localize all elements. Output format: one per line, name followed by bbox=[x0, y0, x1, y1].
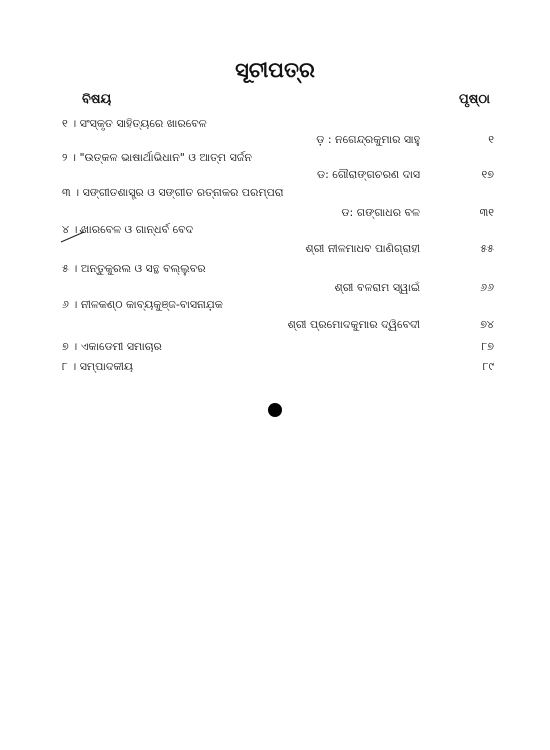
entry-1-title bbox=[62, 117, 207, 131]
entry-5-title bbox=[62, 262, 206, 276]
entry-number: ୮ । bbox=[62, 360, 77, 373]
entry-number: ୩ । bbox=[62, 186, 80, 199]
entry-title: ସମ୍ପାଦକୀୟ bbox=[79, 360, 134, 373]
page-header: ପୃଷ୍ଠା bbox=[459, 92, 490, 107]
entry-2-title bbox=[62, 151, 252, 165]
entry-title: ଏକାଡେମୀ ସମାଚାର bbox=[80, 340, 162, 353]
entry-5-page: ୬୬ bbox=[480, 281, 494, 294]
page-title: ସୂଚୀପତ୍ର bbox=[235, 58, 315, 82]
entry-4-title bbox=[62, 223, 193, 237]
entry-number: ୫ । bbox=[62, 262, 78, 275]
entry-number: ୬ । bbox=[62, 298, 78, 311]
entry-6-author: ଶ୍ରୀ ପ୍ରମୋଦକୁମାର ଦ୍ୱିବେଦୀ bbox=[287, 318, 420, 331]
entry-number: ୧ । bbox=[62, 117, 77, 130]
entry-1-page: ୧ bbox=[488, 133, 494, 146]
entry-2-page: ୧୭ bbox=[481, 168, 494, 181]
entry-title: ନୀଳକଣ୍ଠ କାବ୍ୟକୁଞ୍ଜ-ବାସନାଯ଼କ bbox=[80, 298, 223, 311]
entry-7-title bbox=[62, 340, 162, 354]
entry-number: ୭ । bbox=[62, 340, 78, 353]
subject-header: ବିଷୟ bbox=[82, 92, 112, 107]
bullet-dot-icon bbox=[268, 403, 282, 417]
entry-title: "ଉତ୍କଳ ଭାଷାର୍ଥାଭିଧାନ" ଓ ଆତ୍ମ ସର୍ଜନ bbox=[79, 151, 252, 164]
entry-title: ସଂସ୍କୃତ ସାହିତ୍ୟରେ ଖାରବେଳ bbox=[79, 117, 207, 130]
entry-6-page: ୭୪ bbox=[480, 318, 494, 331]
entry-title: ଖାରବେଳ ଓ ଗାନ୍ଧର୍ବ ବେଦ bbox=[81, 223, 194, 236]
entry-5-author: ଶ୍ରୀ ବଳରାମ ସ୍ୱାଇଁ bbox=[334, 281, 420, 294]
entry-4-page: ୫୫ bbox=[480, 242, 494, 255]
entry-6-title bbox=[62, 298, 223, 312]
entry-7-page: ୮୭ bbox=[481, 340, 494, 353]
entry-title: ଅନ୍ତୁକୁରଲ ଓ ସନ୍ଥ ବଲ୍ଲୁବର bbox=[80, 262, 206, 275]
entry-number: ୨ । bbox=[62, 151, 76, 164]
entry-3-title bbox=[62, 186, 284, 200]
entry-8-title bbox=[62, 360, 133, 374]
entry-8-page: ୮୯ bbox=[482, 360, 494, 373]
entry-4-author: ଶ୍ରୀ ନୀଳମାଧବ ପାଣିଗ୍ରାହୀ bbox=[305, 242, 420, 255]
entry-title: ସଙ୍ଗୀତଶାସ୍ତ୍ର ଓ ସଙ୍ଗୀତ ରତ୍ନାକର ପରମ୍ପରା bbox=[82, 186, 284, 199]
entry-number: ୪ । bbox=[62, 223, 78, 236]
entry-3-author: ଡ: ଗଙ୍ଗାଧର ବଳ bbox=[341, 206, 420, 219]
entry-2-author: ଡ: ଗୌରାଙ୍ଗଚରଣ ଦାସ bbox=[316, 168, 420, 181]
entry-1-author: ଡ଼ : ନଗେନ୍ଦ୍ରକୁମାର ସାହୁ bbox=[316, 133, 420, 146]
entry-3-page: ୩୧ bbox=[479, 206, 494, 219]
